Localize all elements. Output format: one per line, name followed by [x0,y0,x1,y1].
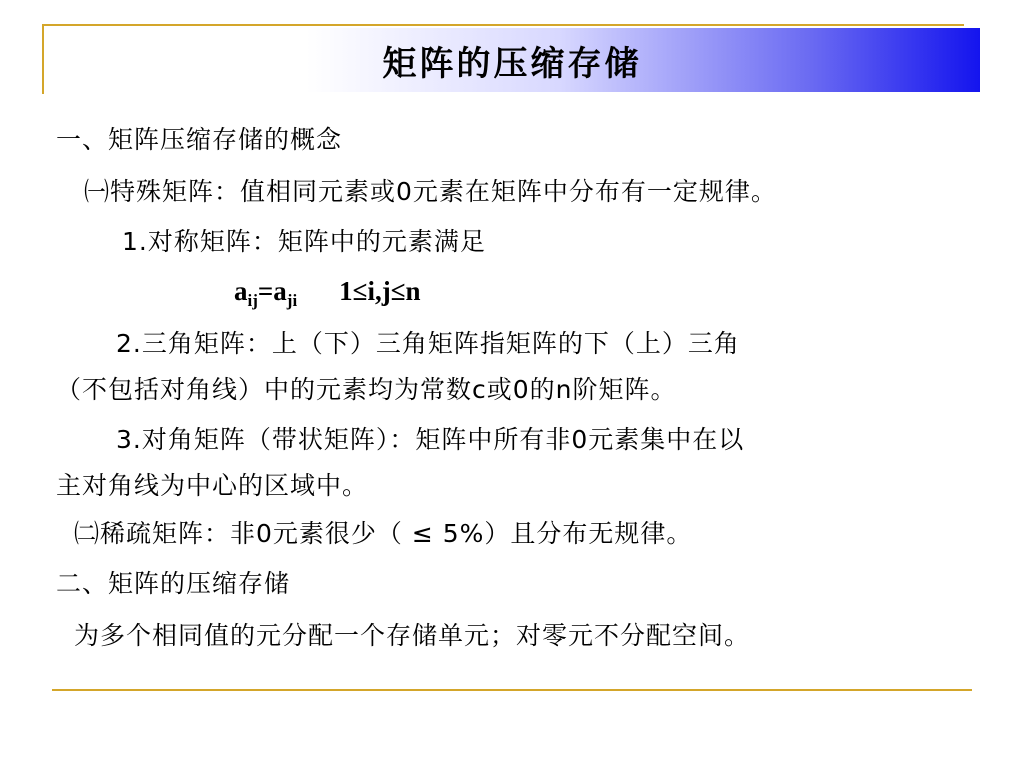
formula-a: a [234,276,248,306]
special-matrix-line: ㈠特殊矩阵：值相同元素或0元素在矩阵中分布有一定规律。 [84,177,777,206]
symmetric-matrix-line: 1.对称矩阵：矩阵中的元素满足 [122,227,486,256]
slide-title: 矩阵的压缩存储 [382,43,642,84]
triangular-matrix-line-2: （不包括对角线）中的元素均为常数c或0的n阶矩阵。 [56,375,677,404]
section-heading-compression: 二、矩阵的压缩存储 [56,569,291,598]
formula-condition: 1≤i,j≤n [339,276,421,306]
symmetric-formula [234,276,421,311]
triangular-matrix-line-1: 2.三角矩阵：上（下）三角矩阵指矩阵的下（上）三角 [116,329,740,358]
title-bar [44,28,980,92]
sparse-matrix-line: ㈡稀疏矩阵：非0元素很少（ ≤ 5%）且分布无规律。 [74,519,693,548]
compression-principle-line: 为多个相同值的元分配一个存储单元；对零元不分配空间。 [74,621,751,650]
diagonal-matrix-line-2: 主对角线为中心的区域中。 [56,471,369,500]
formula-sub-ij: ij [247,291,258,310]
top-rule [42,24,964,26]
section-heading-concept: 一、矩阵压缩存储的概念 [56,125,343,154]
formula-sub-ji: ji [286,291,298,310]
bottom-rule [52,689,972,691]
formula-eq: =a [257,276,287,306]
diagonal-matrix-line-1: 3.对角矩阵（带状矩阵）：矩阵中所有非0元素集中在以 [116,425,745,454]
